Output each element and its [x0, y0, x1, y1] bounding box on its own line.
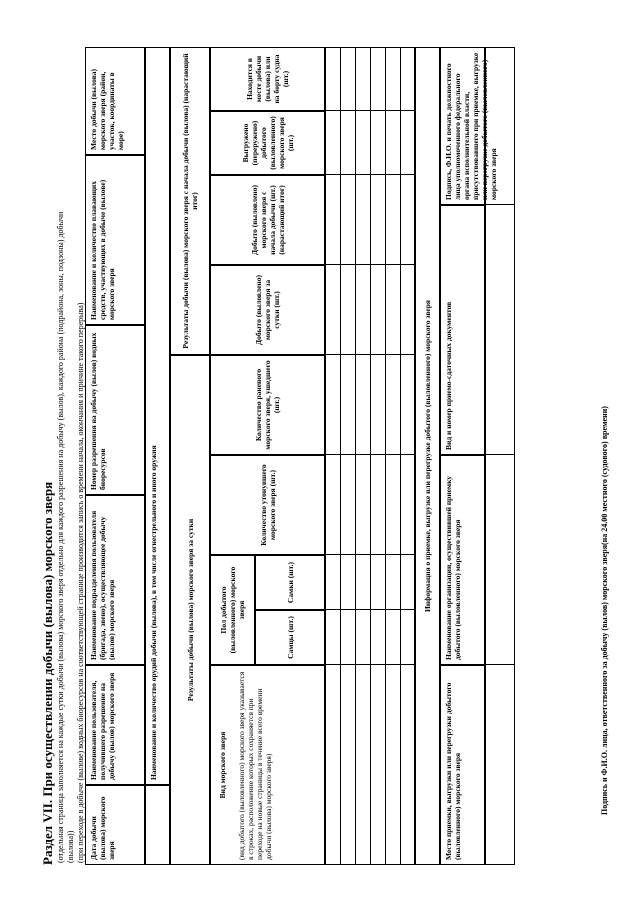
sex-females-header: Самки (шт.) — [255, 555, 325, 610]
header-place: Место добычи (вылова) морского зверя (район, участок, координаты в море) — [85, 47, 145, 155]
caught-day-header: Добыто (выловлено) морского зверя за сутки (шт.) — [210, 265, 325, 355]
row-line — [385, 47, 386, 865]
reload-org-header: Наименование организации, осуществившей приемку добытого (выловленного) морского зверя — [440, 455, 485, 665]
unloaded-header: Выгружено (переружено) добытого (выловленного) морского зверя (шт.) — [210, 111, 325, 175]
caught-season-header: Добыто (выловлено) морского зверя с начала добычи (шт.) (нарастающий итог) — [210, 175, 325, 265]
reload-info-header: Информация о приемке, выгрузке или перегрузке добытого (выловленного) морского зверя — [415, 47, 440, 865]
col-line — [485, 204, 515, 205]
col-line — [325, 264, 415, 265]
species-description: (вид добытого (выловленного) морского зверя указывается в строках, расположение которых сохраняется при переходе на новые страницы в течение всего времени добычи (вылова) морского зверя) — [237, 671, 273, 860]
note-line-2: (вылова)) — [66, 830, 75, 863]
footer-time: (на 24.00 местного (судового) времени) — [600, 406, 609, 545]
header-unit-name: Наименование подразделения пользователя (бригада, звено), осуществляющее добычу (вылов) морского зверя — [85, 495, 145, 665]
row-line — [400, 47, 401, 865]
footer-signature: Подпись и Ф.И.О. лица, ответственного за добычу (вылов) морского зверя — [600, 544, 609, 815]
col-line — [325, 554, 415, 555]
row-line — [370, 47, 371, 865]
col-line — [325, 454, 415, 455]
reload-sign-header: Подпись, Ф.И.О. и печать должностного лица уполномоченного федерального органа исполнительной власти, присутствовавшего при приемке, выгрузке или перегрузке добытого (выловленного) морского зверя — [440, 47, 485, 205]
header-vessels: Наименование и количество плавающих средств, участвующих в добыче (вылове) морского зверя — [85, 155, 145, 325]
on-board-header: Находится в месте добычи (вылова) или на борту судна (шт.) — [210, 47, 325, 111]
col-line — [325, 110, 415, 111]
reload-data-row — [485, 47, 515, 865]
row-line — [355, 47, 356, 865]
note-line-1: (отдельная страница заполняется на каждые сутки добычи (вылова) морского зверя отдельно для каждого разрешения на добычу (вылов), каждого района (подрайона, зоны, подзоны) добычи — [56, 211, 65, 863]
section-title: Раздел VII. При осуществлении добычи (вылова) морского зверя — [40, 481, 55, 865]
sex-males-header: Самцы (шт.) — [255, 610, 325, 665]
reload-docs-header: Вид и номер приемо-сдаточных документов — [440, 205, 485, 455]
results-day-header: Результаты добычи (вылова) морского зверя за сутки — [170, 355, 210, 865]
sex-header: Пол добытого (выловленного) морского зверя — [210, 555, 255, 665]
weapons-header: Наименование и количество орудий добычи (вылова), в том числе огнестрельного и иного оружия — [145, 47, 170, 785]
species-title: Вид морского зверя — [218, 731, 227, 799]
wounded-header: Количество раненого морского зверя, ушедшего (шт.) — [210, 355, 325, 455]
col-line — [485, 454, 515, 455]
header-date-cont — [145, 785, 170, 865]
header-user-name: Наименование пользователя, получившего разрешение на добычу (вылов) морского зверя — [85, 665, 145, 785]
col-line — [325, 354, 415, 355]
reload-place-header: Место приемки, выгрузки или перегрузки добытого (выловленного) морского зверя — [440, 665, 485, 865]
sunk-header: Количество утонувшего морского зверя (шт.) — [210, 455, 325, 555]
header-permit-number: Номер разрешения на добычу (вылов) водных биоресурсов — [85, 325, 145, 495]
col-line — [325, 664, 415, 665]
col-line — [325, 174, 415, 175]
note-line-3: (при переходе в добыче (вылове) водных биоресурсов на соответствующей странице производится запись о времени начала, окончания и причине такого перерыва) — [76, 302, 85, 863]
row-line — [340, 47, 341, 865]
results-season-header: Результаты добычи (вылова) морского зверя с начала добычи (вылова) (нарастающий итог) — [170, 47, 210, 355]
col-line — [325, 609, 415, 610]
header-date: Дата добычи (вылова) морского зверя — [85, 785, 145, 865]
species-column — [210, 665, 325, 865]
col-line — [485, 664, 515, 665]
